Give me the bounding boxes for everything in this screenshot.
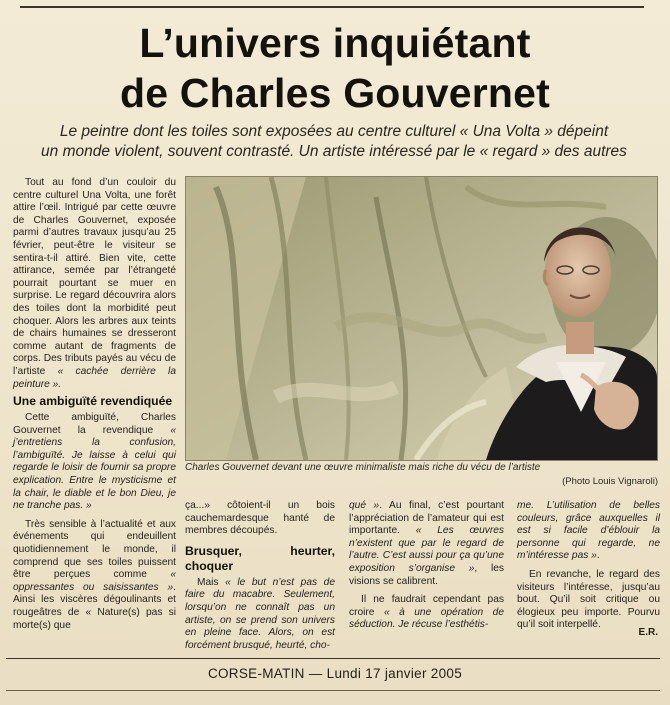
artist-photo — [185, 176, 658, 461]
column2-p2-quote: « le but n’est pas de faire du macabre. Seulement, lorsqu’on ne connaît pas un artiste, on se prend son univers en pleine face. Alors, on est forcément brusqué, heurté, cho- — [185, 576, 335, 651]
p3-quote: « oppressantes ou saisissantes » — [13, 569, 176, 593]
subhead-ambiguite: Une ambiguïté revendiquée — [13, 394, 173, 409]
footer-bottom-rule — [6, 690, 660, 691]
column3-p1-end: , les visions se calibrent. — [349, 562, 504, 587]
p2-quote: « j’entretiens la confusion, l’ambiguïté. Je laisse à celui qui regarde le loisir de fournir sa propre explication. Entre le mysticisme et la chair, le diable et le bon Dieu, je ne tranche pas. » — [13, 424, 176, 512]
deck-line-1: Le peintre dont les toiles sont exposées au centre culturel « Una Volta » dépeint — [59, 123, 609, 140]
column3-paragraph-2 — [349, 594, 504, 632]
column3-p2-text: Il ne faudrait cependant pas croire — [349, 594, 504, 618]
article-deck — [14, 122, 654, 162]
intro-paragraph — [13, 177, 176, 391]
intro-quote: « cachée derrière la peinture ». — [13, 365, 176, 390]
column2-p2-text: Mais — [197, 576, 219, 588]
column4-paragraph-1 — [517, 500, 660, 563]
top-rule — [20, 6, 644, 8]
column4-p1-end: . — [596, 550, 600, 562]
footer-top-rule — [6, 658, 660, 659]
column-1 — [13, 177, 176, 632]
column-4 — [517, 500, 660, 632]
p3-end: . Ainsi les viscères dégoulinants et rougeâtres de « Nature(s) pas si morte(s) que — [13, 581, 176, 631]
paragraph-actualite — [13, 519, 176, 632]
intro-text: Tout au fond d’un couloir du centre culturel Una Volta, une forêt attire l’œil. Intrigué par cette œuvre de Charles Gouvernet, exposée parmi d’autres travaux jusqu’au 25 février, peut-être le visiteur se sentira-t-il attiré. Bien vite, cette attirance, semée par l’étrangeté pourrait pourtant se muer en surprise. Le regard découvrira alors des toiles dont la morbidité peut choquer. Alors les arbres aux teints de chairs humaines se dresseront comme autant de fragments de corps. Des tributs payés au vécu de l’artiste — [13, 177, 176, 377]
headline-line-2: de Charles Gouvernet — [119, 70, 551, 116]
headline-line-1: L’univers inquiétant — [139, 20, 531, 66]
column3-paragraph-1 — [349, 500, 504, 588]
deck-line-2: un monde violent, souvent contrasté. Un artiste intéressé par le « regard » des autres — [41, 143, 627, 160]
page-footer: CORSE-MATIN — Lundi 17 janvier 2005 — [207, 666, 463, 681]
column3-p1-text: . Au final, c’est pourtant l’appréciation de l’amateur qui est importante. — [349, 500, 504, 537]
photo-credit: (Photo Louis Vignaroli) — [562, 476, 658, 487]
column-2 — [185, 500, 335, 652]
column2-paragraph-2 — [185, 577, 335, 653]
column4-paragraph-2: En revanche, le regard des visiteurs l’intéresse, jusqu’au bout. Qu’il soit critique ou élogieux peu importe. Pourvu qu’il soit interpellé. — [517, 568, 660, 631]
subhead-brusquer: Brusquer, heurter, choquer — [185, 543, 335, 573]
column2-paragraph-1: ça...» côtoient-il un bois cauchemardesque hanté de membres découpés. — [185, 500, 335, 537]
column-3 — [349, 500, 504, 632]
p3-text: Très sensible à l’actualité et aux événements qui endeuillent quotidiennement le monde, il comprend que ses toiles puissent être perçues comme — [13, 518, 176, 581]
author-signature: E.R. — [638, 627, 658, 638]
photo-illustration — [186, 177, 657, 460]
column3-p2-quote: « à une opération de séduction. Je récuse l’esthétis- — [349, 606, 504, 631]
column3-p1-quote: « Les œuvres n’existent que par le regard de l’autre. C’est aussi pour ça qu’une exposition s’organise » — [349, 525, 504, 574]
paragraph-ambiguite — [13, 412, 176, 513]
column3-quote-end: qué » — [349, 500, 380, 511]
p2-text: Cette ambiguïté, Charles Gouvernet la revendique — [13, 412, 176, 436]
photo-caption: Charles Gouvernet devant une œuvre minimaliste mais riche du vécu de l’artiste — [185, 462, 541, 473]
column4-p1-quote: me. L’utilisation de belles couleurs, grâce auxquelles il est si facile d’éblouir la personne qui regarde, ne m’intéresse pas » — [517, 500, 660, 562]
